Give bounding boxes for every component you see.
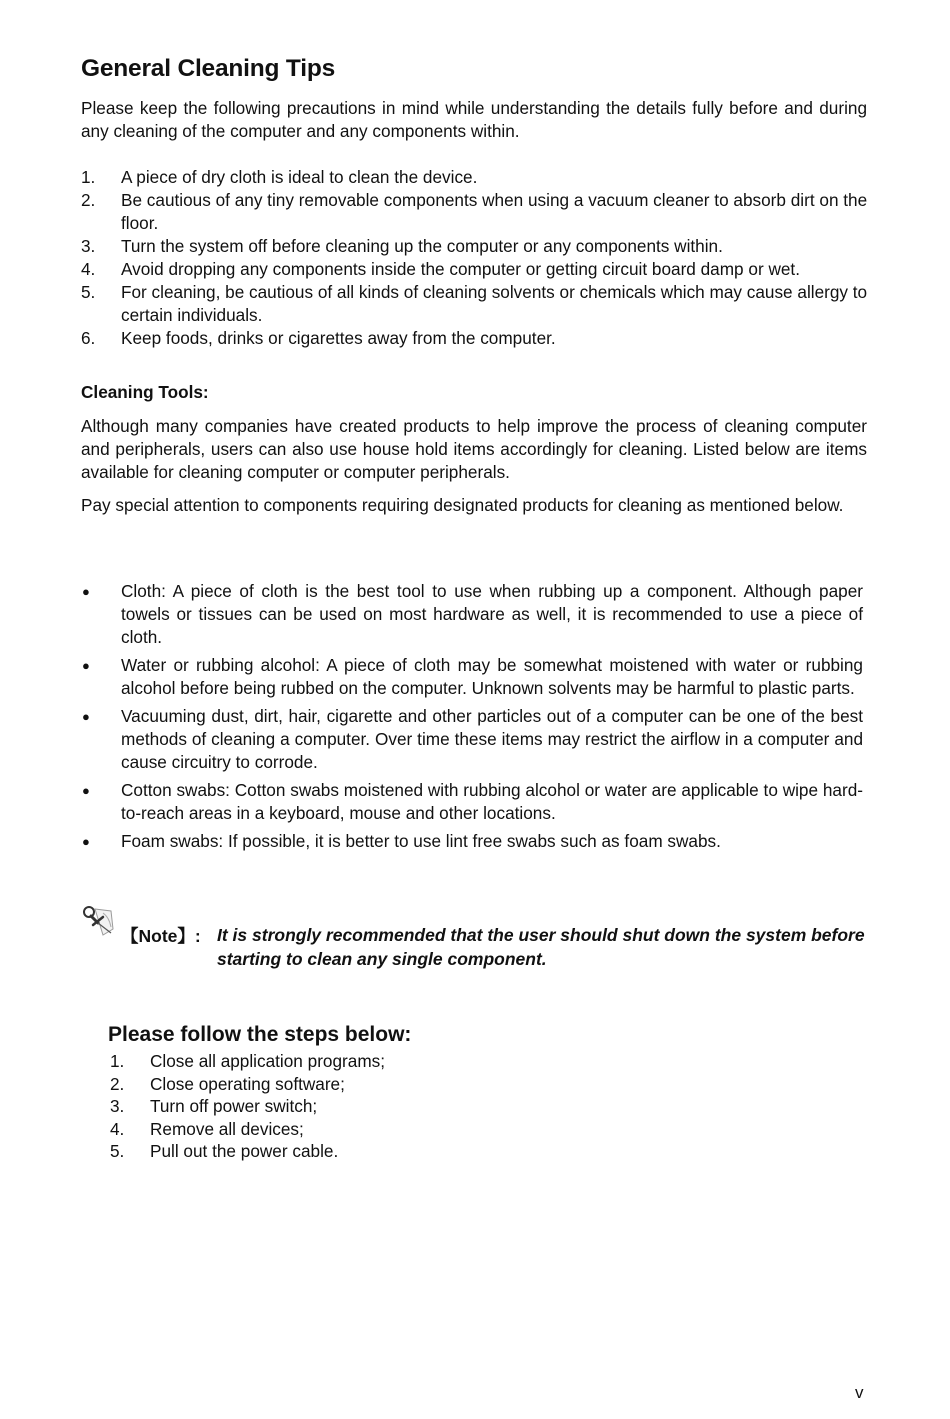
list-item: 4. Avoid dropping any components inside the computer or getting circuit board damp or wet.	[81, 259, 800, 279]
bullet-icon: ●	[82, 658, 90, 673]
cleaning-tools-heading: Cleaning Tools:	[81, 382, 209, 402]
note-label: 【Note】:	[121, 926, 201, 946]
steps-list	[110, 1050, 385, 1163]
list-item: 6. Keep foods, drinks or cigarettes away from the computer.	[81, 328, 556, 348]
intro-paragraph: Please keep the following precautions in mind while understanding the details fully before and during any cleaning of the computer and any components within.	[81, 98, 867, 141]
tools-list	[81, 580, 871, 858]
list-item: 3. Turn the system off before cleaning up the computer or any components within.	[81, 236, 723, 256]
list-item: ● Foam swabs: If possible, it is better to use lint free swabs such as foam swabs.	[82, 831, 721, 851]
tools-paragraph-2: Pay special attention to components requiring designated products for cleaning as mentioned below.	[81, 495, 844, 515]
bullet-icon: ●	[82, 584, 90, 599]
bullet-icon: ●	[82, 783, 90, 798]
list-item: 1. Close all application programs;	[110, 1051, 386, 1071]
note-callout	[81, 903, 871, 973]
list-item: 5. Pull out the power cable.	[110, 1141, 339, 1162]
note-text: It is strongly recommended that the user should shut down the system before starting to clean any single component.	[217, 925, 865, 969]
bullet-icon: ●	[82, 834, 90, 849]
list-item: ● Vacuuming dust, dirt, hair, cigarette and other particles out of a computer can be one of the best methods of cleaning a computer. Over time these items may restrict the airflow in a computer and cause circuitry to corrode.	[82, 706, 863, 772]
precautions-list	[81, 166, 871, 350]
list-item: 4. Remove all devices;	[110, 1118, 304, 1139]
page-title: General Cleaning Tips	[81, 55, 336, 82]
steps-heading: Please follow the steps below:	[108, 1023, 412, 1046]
list-item: 5. For cleaning, be cautious of all kinds of cleaning solvents or chemicals which may cause allergy to certain individuals.	[81, 282, 868, 325]
bullet-icon: ●	[82, 709, 90, 724]
pushpin-note-icon	[81, 903, 117, 939]
list-item: 3. Turn off power switch;	[110, 1096, 318, 1117]
list-item: ● Cotton swabs: Cotton swabs moistened with rubbing alcohol or water are applicable to wipe hard-to-reach areas in a keyboard, mouse and other locations.	[82, 780, 863, 823]
list-item: ● Water or rubbing alcohol: A piece of cloth may be somewhat moistened with water or rubbing alcohol before being rubbed on the computer. Unknown solvents may be harmful to plastic parts.	[82, 655, 863, 698]
list-item: 2. Be cautious of any tiny removable components when using a vacuum cleaner to absorb dirt on the floor.	[81, 190, 868, 233]
list-item: ● Cloth: A piece of cloth is the best tool to use when rubbing up a component. Although paper towels or tissues can be used on most hardware as well, it is recommended to use a piece of cloth.	[82, 581, 863, 647]
list-item: 2. Close operating software;	[110, 1073, 345, 1094]
list-item: 1. A piece of dry cloth is ideal to clean the device.	[81, 167, 478, 187]
page-number: v	[855, 1383, 864, 1402]
tools-paragraph-1: Although many companies have created products to help improve the process of cleaning computer and peripherals, users can also use house hold items accordingly for cleaning. Listed below are items available for cleaning computer or computer peripherals.	[81, 416, 867, 482]
